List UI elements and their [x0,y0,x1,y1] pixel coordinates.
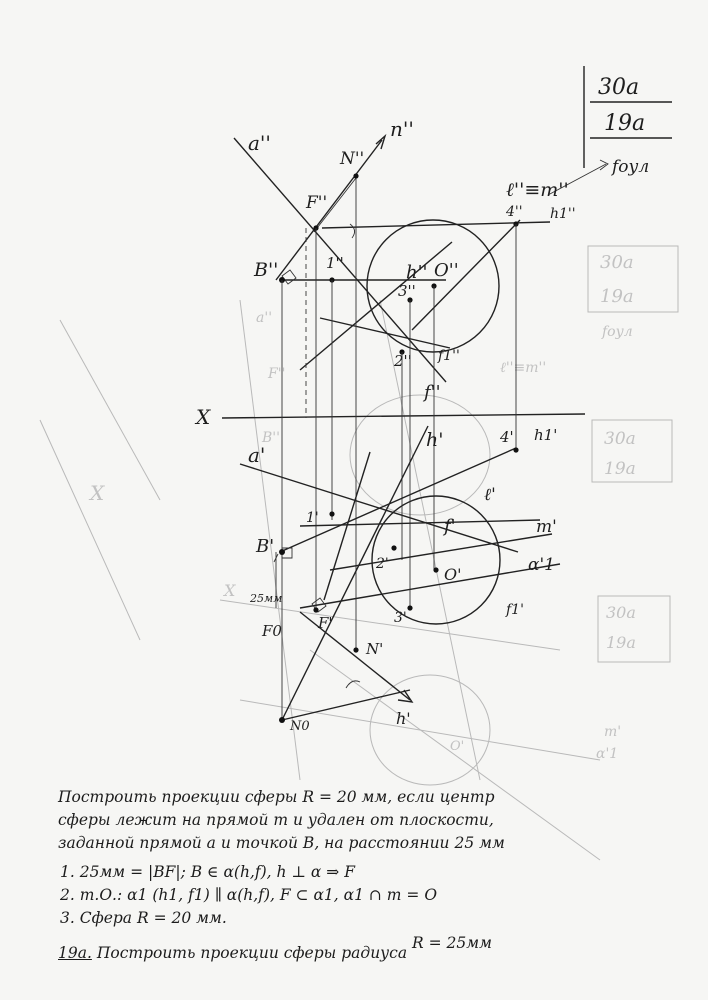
label-f1-frontal: f1'' [438,348,460,364]
label-B-frontal: B'' [254,259,279,281]
next-task-text: Построить проекции сферы радиуса [96,944,408,962]
label-B-horizontal: B' [256,536,275,557]
next-task-number: 19a. [58,944,92,962]
line-n-horizontal [282,690,410,720]
svg-text:B'': B'' [262,430,280,446]
corner-box [548,66,672,195]
task-line-1: Построить проекции сферы R = 20 мм, если центр [58,788,495,806]
svg-text:19a: 19a [604,459,636,479]
label-3-horizontal: 3' [394,610,407,626]
svg-text:30a: 30a [604,429,636,449]
label-F0-horizontal: F0 [262,622,282,640]
corner-box-top: 30a [598,75,640,100]
task-line-3: заданной прямой a и точкой B, на расстоянии 25 мм [58,834,505,852]
svg-text:19a: 19a [606,633,636,652]
solution-step-3: 3. Сфера R = 20 мм. [60,909,227,927]
label-4-frontal: 4'' [506,204,523,220]
svg-text:X: X [90,481,105,505]
label-h-frontal: h'' [406,262,428,283]
label-F-horizontal: F' [318,614,333,632]
corner-box-bottom: 19a [604,111,646,136]
label-2-frontal: 2'' [394,352,412,370]
label-N0-horizontal: N0 [290,719,310,734]
label-h-lower: h' [396,709,411,728]
projection-axis [194,405,585,429]
label-F-frontal: F'' [306,193,328,213]
label-3-frontal: 3'' [398,282,416,300]
label-N-horizontal: N' [366,640,384,658]
label-h1-frontal: h1'' [550,206,576,222]
svg-text:a'': a'' [256,310,273,326]
svg-text:fоул: fоул [602,324,633,340]
line-m-horizontal [330,534,552,570]
line-f-frontal [300,242,452,370]
svg-text:α'1: α'1 [596,746,619,762]
label-f-horizontal: f' [444,516,456,537]
next-task-line [58,934,698,965]
label-n-frontal: n'' [390,117,414,141]
label-2-horizontal: 2' [376,556,389,572]
label-f1-horizontal: f1' [506,602,524,618]
svg-text:19a: 19a [600,286,634,307]
label-1-horizontal: 1' [306,510,319,526]
label-N-frontal: N'' [340,149,365,169]
task-statement [58,786,698,855]
label-alpha1-horizontal: α'1 [528,555,555,575]
svg-text:ℓ''≡m'': ℓ''≡m'' [500,360,547,376]
solution-step-2: 2. т.О.: α1 (h1, f1) ∥ α(h,f), F ⊂ α1, α1 ∩ m = O [60,886,438,904]
horizontal-h-horizontal [282,426,428,720]
label-1-frontal: 1'' [326,254,344,272]
label-h1-horizontal: h1' [534,426,558,444]
line-m-frontal [412,220,520,330]
label-4-horizontal: 4' [500,428,514,446]
next-task-radius: R = 25мм [412,934,492,952]
label-h-horizontal: h' [426,429,444,451]
line-l-horizontal [280,448,516,552]
label-f-frontal: f'' [424,382,441,403]
dimension-25mm: 25мм [250,592,283,605]
axis-x-label: X [196,405,211,429]
task-notes [58,786,698,965]
svg-text:30a: 30a [606,603,636,622]
label-O-frontal: O'' [434,260,459,281]
corner-box-label: fоул [612,157,650,177]
solution-step-1: 1. 25мм = |BF|; B ∈ α(h,f), h ⊥ α ⇒ F [60,863,355,881]
svg-text:F'': F'' [268,366,286,382]
label-lm-frontal: ℓ''≡m'' [506,179,569,201]
label-m-horizontal: m' [536,517,557,537]
svg-text:O': O' [450,739,465,754]
label-a-frontal: a'' [248,131,271,155]
svg-text:m': m' [604,724,622,740]
ghost-show-through [40,246,678,860]
svg-text:30a: 30a [600,252,634,273]
task-line-2: сферы лежит на прямой m и удален от плоскости, [58,811,494,829]
svg-text:X: X [224,581,236,600]
label-a-horizontal: a' [248,443,266,467]
label-O-horizontal: O' [444,565,462,584]
label-l-horizontal: ℓ' [484,485,496,505]
